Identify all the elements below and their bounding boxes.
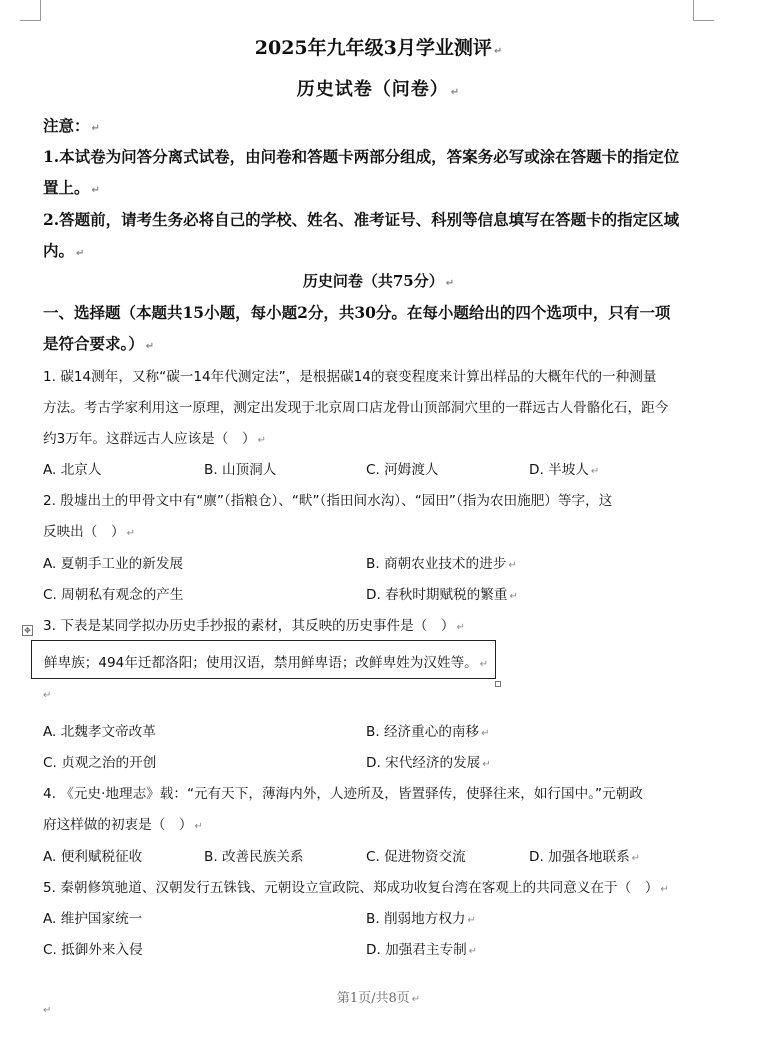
trailing-paragraph-mark: ↵ xyxy=(43,1005,52,1016)
question-3-option-c: C. 贞观之治的开创 xyxy=(43,755,157,771)
question-2-option-a: A. 夏朝手工业的新发展 xyxy=(43,556,184,572)
question-1-option-a: A. 北京人 xyxy=(43,462,102,478)
question-4-line-1: 4. 《元史·地理志》载：“元有天下，薄海内外，人迹所及，皆置驿传，使驿往来，如行国中。”元朝政 xyxy=(43,786,643,802)
question-3-table: 鲜卑族；494年迁都洛阳；使用汉语，禁用鲜卑语；改鲜卑姓为汉姓等。 ↵ xyxy=(31,640,496,679)
exam-title: 2025年九年级3月学业测评 ↵ xyxy=(254,37,503,59)
part1-heading-line-1: 一、选择题（本题共15小题，每小题2分，共30分。在每小题给出的四个选项中，只有一项 xyxy=(43,303,671,322)
question-1-line-2: 方法。考古学家利用这一原理，测定出发现于北京周口店龙骨山顶部洞穴里的一群远古人骨骼化石，距今 xyxy=(43,400,669,416)
question-4-line-2: 府这样做的初衷是（ ） ↵ xyxy=(43,817,203,833)
question-2-line-1: 2. 殷墟出土的甲骨文中有“廪”（指粮仓）、“畎”（指田间水沟）、“园田”（指为农田施肥）等字，这 xyxy=(43,493,613,509)
question-5-option-d: D. 加强君主专制 ↵ xyxy=(366,942,478,958)
question-2-option-b: B. 商朝农业技术的进步 ↵ xyxy=(366,556,517,572)
empty-paragraph-mark: ↵ xyxy=(43,690,52,701)
question-1-option-c: C. 河姆渡人 xyxy=(366,462,439,478)
question-5-option-a: A. 维护国家统一 xyxy=(43,911,143,927)
page-footer: 第1页/共8页 ↵ xyxy=(336,991,421,1006)
question-3-table-cell: 鲜卑族；494年迁都洛阳；使用汉语，禁用鲜卑语；改鲜卑姓为汉姓等。 xyxy=(44,655,478,671)
question-2-line-2: 反映出（ ） ↵ xyxy=(43,524,135,540)
question-5-option-c: C. 抵御外来入侵 xyxy=(43,942,143,958)
paper-title: 历史试卷（问卷） ↵ xyxy=(296,79,461,100)
table-move-handle-icon[interactable]: ✥ xyxy=(22,625,33,636)
question-1-line-1: 1. 碳14测年，又称“碳一14年代测定法”，是根据碳14的衰变程度来计算出样品的大概年代的一种测量 xyxy=(43,369,657,385)
question-5-option-b: B. 削弱地方权力 ↵ xyxy=(366,911,476,927)
part1-heading-line-2: 是符合要求。） ↵ xyxy=(43,334,155,353)
question-1-option-b: B. 山顶洞人 xyxy=(204,462,277,478)
question-3-option-d: D. 宋代经济的发展 ↵ xyxy=(366,755,491,771)
question-4-option-d: D. 加强各地联系 ↵ xyxy=(529,849,641,865)
question-2-option-c: C. 周朝私有观念的产生 xyxy=(43,587,184,603)
question-3-option-a: A. 北魏孝文帝改革 xyxy=(43,724,156,740)
notice-item-1-line-2: 置上。 ↵ xyxy=(43,178,100,197)
table-resize-handle[interactable] xyxy=(495,681,501,687)
question-1-line-3: 约3万年。这群远古人应该是（ ） ↵ xyxy=(43,431,266,447)
notice-item-2-line-2: 内。 ↵ xyxy=(43,241,85,260)
question-4-option-a: A. 便利赋税征收 xyxy=(43,849,143,865)
notice-item-2-line-1: 2.答题前，请考生务必将自己的学校、姓名、准考证号、科别等信息填写在答题卡的指定区域 xyxy=(43,210,680,229)
question-4-option-b: B. 改善民族关系 xyxy=(204,849,304,865)
section-title: 历史问卷（共75分） ↵ xyxy=(302,272,455,290)
question-5-line-1: 5. 秦朝修筑驰道、汉朝发行五铢钱、元朝设立宣政院、郑成功收复台湾在客观上的共同意义在于（ ） ↵ xyxy=(43,880,669,896)
question-2-option-d: D. 春秋时期赋税的繁重 ↵ xyxy=(366,587,518,603)
notice-item-1-line-1: 1.本试卷为问答分离式试卷，由问卷和答题卡两部分组成，答案务必写或涂在答题卡的指定位 xyxy=(43,147,680,166)
question-4-option-c: C. 促进物资交流 xyxy=(366,849,466,865)
question-1-option-d: D. 半坡人 ↵ xyxy=(529,462,600,478)
notice-label: 注意： ↵ xyxy=(43,116,100,135)
crop-mark-top-right xyxy=(693,0,714,21)
question-3-option-b: B. 经济重心的南移 ↵ xyxy=(366,724,490,740)
crop-mark-top-left xyxy=(20,0,41,21)
question-3-line-1: 3. 下表是某同学拟办历史手抄报的素材，其反映的历史事件是（ ） ↵ xyxy=(43,618,465,634)
